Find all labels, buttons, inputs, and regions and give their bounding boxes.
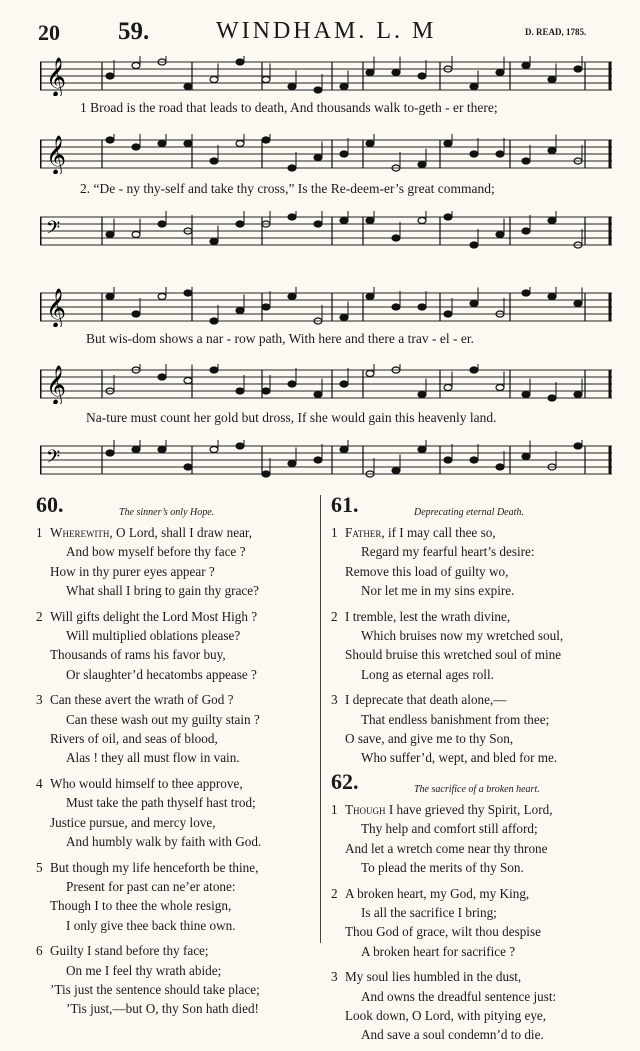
hymn-subtitle: The sinner’s only Hope. (119, 507, 215, 518)
note-head (184, 141, 192, 147)
verse-text: Can these wash out my guilty stain ? (66, 711, 260, 727)
verse-text: Who suffer’d, wept, and bled for me. (361, 750, 558, 766)
verse-line (36, 690, 308, 709)
stanza (331, 690, 611, 768)
verse-line (331, 858, 611, 877)
note-head (132, 232, 140, 238)
note-head (548, 395, 556, 401)
stanza-number: 1 (36, 525, 43, 540)
note-head (236, 443, 244, 449)
stanza-number: 3 (331, 692, 338, 708)
verse-text: Remove this load of guilty wo, (345, 563, 509, 579)
verse-line (331, 581, 611, 600)
treble-clef-icon: 𝄞 (46, 288, 67, 327)
note-head (470, 242, 478, 248)
note-head (158, 141, 166, 147)
note-head (470, 84, 478, 90)
note-head (496, 70, 504, 76)
note-head (548, 294, 556, 300)
verse-line (331, 645, 611, 664)
verse-line (36, 748, 308, 767)
verse-text: Or slaughter’d hecatombs appease ? (66, 666, 257, 682)
verse-text: Look down, O Lord, with pitying eye, (345, 1007, 547, 1023)
verse-line (331, 1025, 611, 1044)
stanza (331, 967, 611, 1045)
note-head (418, 447, 426, 453)
note-head (314, 155, 322, 161)
verse-text: ’Tis just,—but O, thy Son hath died! (66, 1001, 259, 1017)
note-head (184, 84, 192, 90)
verse-line (331, 967, 611, 986)
note-head (340, 218, 348, 224)
note-head (574, 443, 582, 449)
music-staff-treble-1 (40, 56, 612, 96)
verse-text: Will gifts delight the Lord Most High ? (50, 608, 258, 624)
stanza-number: 1 (331, 801, 338, 817)
lyrics-line-3: But wis-dom shows a nar - row path, With here and there a trav - el - er. (86, 331, 474, 346)
column-divider (320, 495, 321, 943)
note-head (340, 315, 348, 321)
verse-line (36, 896, 308, 915)
note-head (418, 73, 426, 79)
staff-lines-svg (40, 134, 612, 174)
hymn-heading (331, 768, 611, 800)
note-head (262, 304, 270, 310)
note-head (340, 447, 348, 453)
verse-text: What shall I bring to gain thy grace? (66, 583, 259, 599)
verse-text: I only give thee back thine own. (66, 917, 236, 933)
composer: D. READ, 1785. (525, 27, 587, 37)
note-head (288, 294, 296, 300)
note-head (574, 392, 582, 398)
verse-line (36, 832, 308, 851)
note-head (418, 392, 426, 398)
note-head (106, 450, 114, 456)
verse-line (331, 819, 611, 838)
note-head (340, 381, 348, 387)
verse-line (36, 645, 308, 664)
note-head (262, 137, 270, 143)
stanza (36, 607, 308, 685)
page-header (0, 16, 640, 46)
note-head (106, 232, 114, 238)
verse-line (331, 710, 611, 729)
note-head (314, 457, 322, 463)
verse-text: Regard my fearful heart’s desire: (361, 544, 535, 560)
music-staff-bass-2 (40, 440, 612, 480)
lyrics-line-4: Na-ture must count her gold but dross, If she would gain this heavenly land. (86, 410, 497, 425)
note-head (132, 63, 140, 69)
verse-line (331, 562, 611, 581)
note-head (392, 70, 400, 76)
hymn-60 (36, 492, 308, 1019)
note-head (496, 232, 504, 238)
stanza (36, 523, 308, 601)
note-head (262, 388, 270, 394)
note-head (314, 392, 322, 398)
stanza-number: 2 (331, 885, 338, 901)
hymn-61 (331, 492, 611, 768)
verse-line (331, 922, 611, 941)
note-head (522, 392, 530, 398)
note-head (366, 218, 374, 224)
hymn-heading (331, 492, 611, 523)
music-staff-bass-1 (40, 211, 612, 251)
verse-line (36, 858, 308, 877)
staff-lines-svg (40, 364, 612, 404)
verse-line (36, 581, 308, 600)
note-head (210, 318, 218, 324)
verse-line (36, 961, 308, 980)
note-head (444, 141, 452, 147)
verse-line (36, 941, 308, 960)
hymn-number-59: 59. (118, 18, 150, 45)
stanza (36, 941, 308, 1019)
note-head (210, 447, 218, 453)
music-staff-alto-2 (40, 364, 612, 404)
verse-text: My soul lies humbled in the dust, (345, 969, 522, 985)
verse-line (36, 607, 308, 626)
note-head (548, 218, 556, 224)
note-head (288, 461, 296, 467)
verse-line (36, 980, 308, 999)
treble-clef-icon: 𝄞 (46, 135, 67, 174)
note-head (210, 367, 218, 373)
note-head (418, 304, 426, 310)
stanza (331, 800, 611, 878)
note-head (470, 367, 478, 373)
note-head (314, 221, 322, 227)
verse-line (36, 542, 308, 561)
note-head (236, 59, 244, 65)
note-head (184, 378, 192, 384)
stanza (36, 690, 308, 768)
verse-text: To plead the merits of thy Son. (361, 860, 524, 876)
verse-text: Alas ! they all must flow in vain. (66, 750, 240, 766)
bass-clef-icon: 𝄢 (46, 447, 61, 472)
verse-line (331, 626, 611, 645)
note-head (470, 457, 478, 463)
staff-lines-svg (40, 211, 612, 251)
verse-line (36, 916, 308, 935)
note-head (496, 151, 504, 157)
stanza (331, 607, 611, 685)
note-head (418, 218, 426, 224)
verse-text: Who would himself to thee approve, (50, 775, 243, 791)
verse-text: ’Tis just the sentence should take place; (50, 981, 260, 997)
note-head (106, 137, 114, 143)
verse-line (36, 710, 308, 729)
verse-text: And let a wretch come near thy throne (345, 840, 548, 856)
verse-text: Present for past can ne’er atone: (66, 878, 236, 894)
note-head (444, 385, 452, 391)
stanza-number: 2 (36, 608, 43, 624)
stanza (36, 774, 308, 852)
verse-line (331, 987, 611, 1006)
verse-line (36, 877, 308, 896)
verse-line (36, 813, 308, 832)
stanza-number: 1 (331, 525, 338, 540)
staff-lines-svg (40, 56, 612, 96)
note-head (522, 228, 530, 234)
note-head (236, 221, 244, 227)
verse-text: And bow myself before thy face ? (66, 544, 246, 560)
note-head (522, 454, 530, 460)
verse-line (36, 774, 308, 793)
hymn-subtitle: Deprecating eternal Death. (414, 507, 524, 518)
verse-line (331, 800, 611, 819)
first-word: Father, (345, 525, 385, 540)
verse-line (36, 626, 308, 645)
verse-text: Must take the path thyself hast trod; (66, 795, 256, 811)
hymn-number: 62. (331, 768, 359, 794)
first-word: Though (345, 801, 386, 817)
note-head (288, 84, 296, 90)
note-head (574, 301, 582, 307)
verse-line (331, 542, 611, 561)
note-head (548, 77, 556, 83)
note-head (236, 141, 244, 147)
note-head (106, 294, 114, 300)
note-head (366, 70, 374, 76)
note-head (366, 371, 374, 377)
first-word: Wherewith, (50, 525, 113, 540)
verse-line (331, 523, 611, 542)
verse-text: I deprecate that death alone,— (345, 692, 507, 708)
verse-line (331, 942, 611, 961)
note-head (522, 158, 530, 164)
note-head (106, 73, 114, 79)
verse-line (331, 884, 611, 903)
note-head (184, 290, 192, 296)
hymn-subtitle: The sacrifice of a broken heart. (414, 783, 540, 795)
bass-clef-icon: 𝄢 (46, 218, 61, 243)
note-head (548, 148, 556, 154)
note-head (288, 165, 296, 171)
note-head (496, 385, 504, 391)
verse-text: Will multiplied oblations please? (66, 628, 241, 644)
note-head (158, 447, 166, 453)
verse-text: A broken heart for sacrifice ? (361, 943, 516, 959)
note-head (314, 87, 322, 93)
verse-text: Thou God of grace, wilt thou despise (345, 924, 541, 940)
verse-text: Can these avert the wrath of God ? (50, 692, 234, 708)
note-head (522, 290, 530, 296)
verse-text: And humbly walk by faith with God. (66, 834, 262, 850)
note-head (210, 239, 218, 245)
verse-text: I tremble, lest the wrath divine, (345, 608, 511, 624)
verse-text: And owns the dreadful sentence just: (361, 988, 557, 1004)
verse-line (36, 729, 308, 748)
verse-line (331, 607, 611, 626)
note-head (366, 294, 374, 300)
hymn-number: 60. (36, 492, 64, 517)
verse-line (331, 1006, 611, 1025)
page-number: 20 (38, 20, 60, 45)
note-head (340, 151, 348, 157)
stanza-number: 3 (331, 969, 338, 985)
verse-text: And save a soul condemn’d to die. (361, 1027, 544, 1043)
note-head (132, 311, 140, 317)
note-head (444, 214, 452, 220)
stanza-number: 5 (36, 859, 43, 875)
treble-clef-icon: 𝄞 (46, 57, 67, 96)
note-head (210, 77, 218, 83)
verse-line (36, 562, 308, 581)
tune-title: WINDHAM. L. M (216, 18, 437, 44)
note-head (132, 144, 140, 150)
treble-clef-icon: 𝄞 (46, 365, 67, 404)
verse-line (36, 793, 308, 812)
verse-text: Is all the sacrifice I bring; (361, 904, 497, 920)
verse-text: But though my life henceforth be thine, (50, 859, 259, 875)
verse-text: Rivers of oil, and seas of blood, (50, 731, 218, 747)
stanza (331, 523, 611, 601)
stanza-number: 2 (331, 608, 338, 624)
verse-line (331, 903, 611, 922)
hymn-heading (36, 492, 308, 523)
note-head (392, 235, 400, 241)
note-head (392, 468, 400, 474)
note-head (236, 308, 244, 314)
note-head (158, 221, 166, 227)
verse-line (331, 665, 611, 684)
verse-line (36, 999, 308, 1018)
lyrics-line-1: 1 Broad is the road that leads to death, And thousands walk to-geth - er there; (80, 100, 498, 115)
note-head (210, 158, 218, 164)
verse-text: Guilty I stand before thy face; (50, 943, 209, 959)
verse-text: Though I to thee the whole resign, (50, 898, 232, 914)
note-head (236, 388, 244, 394)
hymn-62 (331, 768, 611, 1045)
note-head (444, 457, 452, 463)
verse-line (331, 839, 611, 858)
hymn-column-right (331, 492, 611, 1051)
note-head (158, 374, 166, 380)
stanza-number: 4 (36, 775, 43, 791)
note-head (340, 84, 348, 90)
note-head (392, 304, 400, 310)
verse-text: Justice pursue, and mercy love, (50, 814, 216, 830)
verse-line (331, 748, 611, 767)
note-head (132, 447, 140, 453)
verse-text: Thousands of rams his favor buy, (50, 647, 226, 663)
verse-text: On me I feel thy wrath abide; (66, 962, 222, 978)
verse-text: Thy help and comfort still afford; (361, 821, 538, 837)
stanza-number: 6 (36, 943, 43, 959)
hymn-column-left (36, 492, 308, 1025)
note-head (184, 464, 192, 470)
note-head (288, 214, 296, 220)
note-head (522, 63, 530, 69)
note-head (470, 151, 478, 157)
verse-text: Long as eternal ages roll. (361, 666, 494, 682)
stanza-number: 3 (36, 692, 43, 708)
note-head (444, 311, 452, 317)
stanza (36, 858, 308, 936)
verse-line (36, 523, 308, 542)
staff-lines-svg (40, 440, 612, 480)
note-head (158, 294, 166, 300)
note-head (262, 77, 270, 83)
music-staff-alto-1 (40, 134, 612, 174)
hymn-number: 61. (331, 492, 359, 517)
verse-text: Nor let me in my sins expire. (361, 583, 515, 599)
note-head (574, 66, 582, 72)
note-head (418, 162, 426, 168)
verse-text: I have grieved thy Spirit, Lord, (388, 801, 553, 817)
stanza (331, 884, 611, 962)
verse-text: How in thy purer eyes appear ? (50, 563, 215, 579)
verse-text: Which bruises now my wretched soul, (361, 628, 564, 644)
verse-text: That endless banishment from thee; (361, 711, 550, 727)
verse-line (331, 690, 611, 709)
note-head (470, 301, 478, 307)
note-head (366, 141, 374, 147)
staff-lines-svg (40, 287, 612, 327)
note-head (288, 381, 296, 387)
verse-text: A broken heart, my God, my King, (345, 885, 530, 901)
verse-text: O save, and give me to thy Son, (345, 731, 514, 747)
note-head (496, 464, 504, 470)
verse-text: Should bruise this wretched soul of mine (345, 647, 562, 663)
verse-line (331, 729, 611, 748)
verse-line (36, 665, 308, 684)
note-head (262, 471, 270, 477)
verse-text: O Lord, shall I draw near, (116, 525, 253, 540)
verse-text: if I may call thee so, (387, 525, 496, 540)
music-staff-treble-2 (40, 287, 612, 327)
lyrics-line-2: 2. “De - ny thy-self and take thy cross,” Is the Re-deem-er’s great command; (80, 181, 495, 196)
